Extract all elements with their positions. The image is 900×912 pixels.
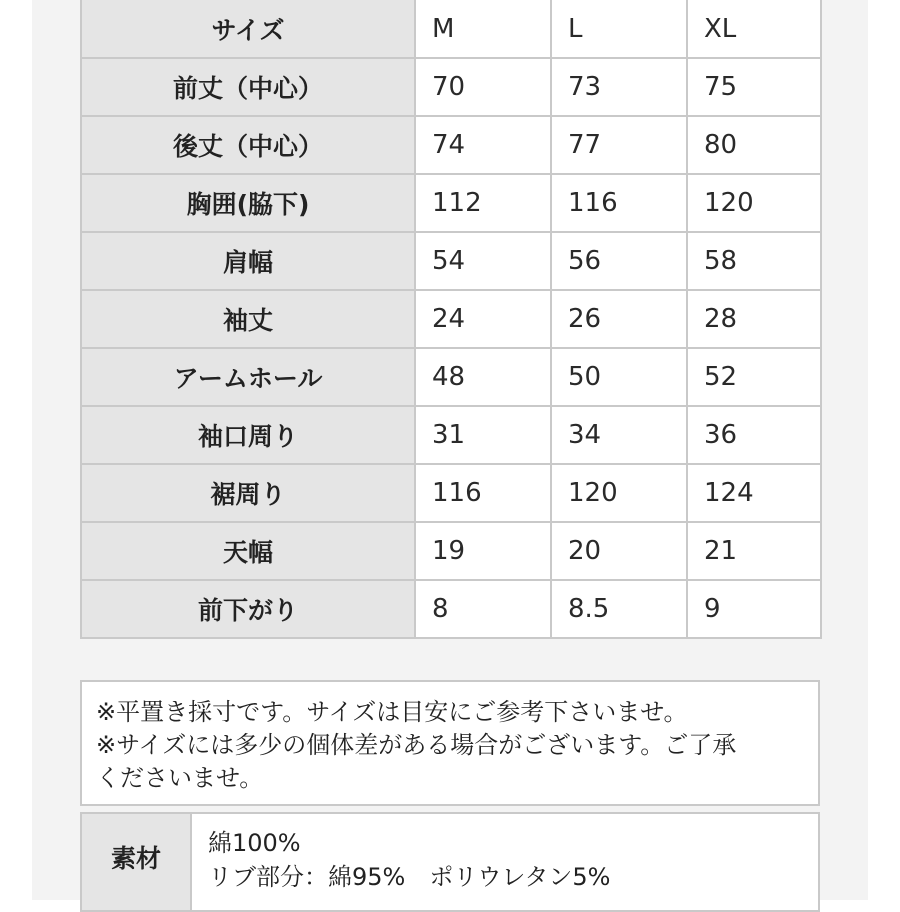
row-label: 後丈（中心） [81, 116, 415, 174]
cell-m: 112 [415, 174, 551, 232]
table-row [81, 522, 821, 580]
cell-xl: 58 [687, 232, 821, 290]
table-header-row [81, 0, 821, 58]
cell-m: 70 [415, 58, 551, 116]
material-line: リブ部分：綿95% ポリウレタン5% [208, 863, 611, 891]
row-label: 胸囲(脇下) [81, 174, 415, 232]
cell-m: 116 [415, 464, 551, 522]
row-label: 前丈（中心） [81, 58, 415, 116]
cell-m: 24 [415, 290, 551, 348]
table-row [81, 464, 821, 522]
cell-m: 31 [415, 406, 551, 464]
header-size-xl: XL [687, 0, 821, 58]
cell-m: 48 [415, 348, 551, 406]
table-row [81, 348, 821, 406]
cell-xl: 21 [687, 522, 821, 580]
cell-xl: 52 [687, 348, 821, 406]
row-label: 袖口周り [81, 406, 415, 464]
cell-xl: 124 [687, 464, 821, 522]
row-label: 袖丈 [81, 290, 415, 348]
header-size-m: M [415, 0, 551, 58]
cell-l: 26 [551, 290, 687, 348]
cell-l: 120 [551, 464, 687, 522]
cell-m: 8 [415, 580, 551, 638]
material-value [192, 814, 610, 910]
note-line: ※平置き採寸です。サイズは目安にご参考下さいませ。 [96, 698, 688, 726]
cell-l: 77 [551, 116, 687, 174]
table-row [81, 58, 821, 116]
cell-l: 56 [551, 232, 687, 290]
cell-xl: 36 [687, 406, 821, 464]
cell-l: 34 [551, 406, 687, 464]
cell-m: 74 [415, 116, 551, 174]
note-line: くださいませ。 [96, 764, 264, 792]
row-label: 前下がり [81, 580, 415, 638]
material-section [80, 812, 820, 912]
cell-xl: 28 [687, 290, 821, 348]
header-size-label: サイズ [81, 0, 415, 58]
cell-l: 116 [551, 174, 687, 232]
table-row [81, 116, 821, 174]
cell-l: 20 [551, 522, 687, 580]
row-label: 肩幅 [81, 232, 415, 290]
material-label: 素材 [82, 814, 192, 910]
cell-xl: 75 [687, 58, 821, 116]
cell-xl: 9 [687, 580, 821, 638]
table-row [81, 232, 821, 290]
table-row [81, 406, 821, 464]
size-table [80, 0, 822, 639]
table-row [81, 290, 821, 348]
row-label: アームホール [81, 348, 415, 406]
header-size-l: L [551, 0, 687, 58]
cell-l: 73 [551, 58, 687, 116]
cell-m: 54 [415, 232, 551, 290]
cell-xl: 120 [687, 174, 821, 232]
material-line: 綿100% [208, 829, 301, 857]
cell-m: 19 [415, 522, 551, 580]
table-row [81, 580, 821, 638]
row-label: 裾周り [81, 464, 415, 522]
cell-xl: 80 [687, 116, 821, 174]
note-line: ※サイズには多少の個体差がある場合がございます。ご了承 [96, 731, 737, 759]
size-notes [80, 680, 820, 806]
row-label: 天幅 [81, 522, 415, 580]
cell-l: 8.5 [551, 580, 687, 638]
table-row [81, 174, 821, 232]
cell-l: 50 [551, 348, 687, 406]
